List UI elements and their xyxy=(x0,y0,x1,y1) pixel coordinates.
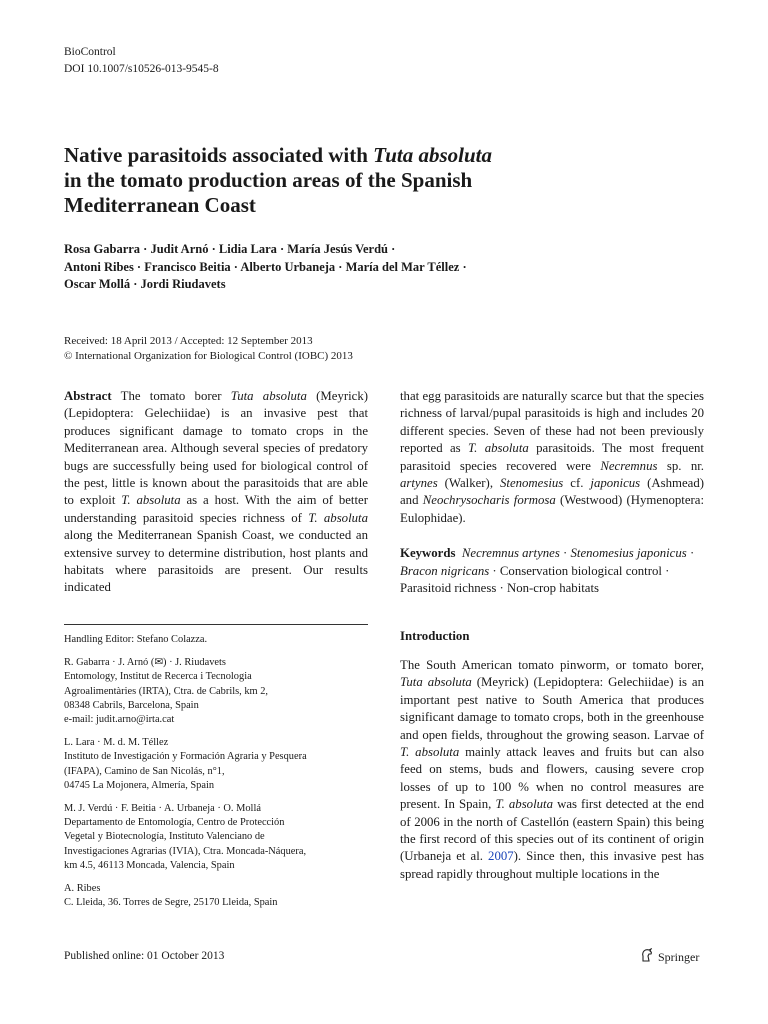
received-accepted: Received: 18 April 2013 / Accepted: 12 September 2013 xyxy=(64,335,313,347)
article-title: Native parasitoids associated with Tuta absoluta in the tomato production areas of the Spanish Mediterranean Coast xyxy=(64,143,493,217)
publisher-name: Springer xyxy=(658,949,700,964)
footnote-rule xyxy=(64,624,368,625)
abstract-text-right: that egg parasitoids are naturally scarce but that the species richness of larval/pupal parasitoids is high and includes 20 different species. Seven of these had not been previously reported as xyxy=(400,389,704,456)
keywords-label: Keywords xyxy=(400,546,456,561)
springer-horse-icon xyxy=(640,948,654,966)
handling-editor: Handling Editor: Stefano Colazza. xyxy=(64,634,208,645)
journal-header xyxy=(64,44,219,78)
affiliation-ifapa: L. Lara · M. d. M. Téllez Instituto de Investigación y Formación Agraria y Pesquera (IFAPA), Camino de San Nicolás, n°1, 04745 La Mojonera, Almería, Spain xyxy=(64,737,307,791)
abstract: Abstract The tomato borer Tuta absoluta (Meyrick) (Lepidoptera: Gelechiidae) is an invasive pest that produces significant damage to tomato crops in the Mediterranean area. Although several species of predatory bugs are successfully being used for biological control of the pest, little is known about the parasitoids that are able to exploit T. absoluta as a host. With the aim of better understanding parasitoid species richness of T. absoluta along the Mediterranean Spanish Coast, we conducted an extensive survey to determine distribution, host plants and habitats where parasitoids are present. Our results indicated xyxy=(64,389,368,595)
author-list: Rosa Gabarra · Judit Arnó · Lidia Lara · María Jesús Verdú · Antoni Ribes · Francisco Beitia · Alberto Urbaneja · María del Mar Téllez · Oscar Mollá · Jordi Riudavets xyxy=(64,242,467,291)
affiliation-irta: R. Gabarra · J. Arnó (✉) · J. Riudavets Entomology, Institut de Recerca i Tecnologia Agroalimentàries (IRTA), Ctra. de Cabrils, km 2, 08348 Cabrils, Barcelona, Spain e-mail: judit.arno@irta.cat xyxy=(64,656,368,727)
published-online: Published online: 01 October 2013 xyxy=(64,950,225,962)
section-heading-introduction: Introduction xyxy=(400,629,470,644)
citation-link[interactable]: 2007 xyxy=(488,849,514,864)
article-dates xyxy=(64,334,353,364)
abstract-label: Abstract xyxy=(64,389,112,403)
doi: DOI 10.1007/s10526-013-9545-8 xyxy=(64,63,219,75)
affiliation-ivia: M. J. Verdú · F. Beitia · A. Urbaneja · O. Mollá Departamento de Entomología, Centro de Protección Vegetal y Biotecnología, Instituto Valenciano de Investigaciones Agrarias (IVIA), Ctra. Moncada-Náquera, km 4.5, 46113 Moncada, Valencia, Spain xyxy=(64,803,307,871)
journal-name: BioControl xyxy=(64,46,116,58)
copyright: © International Organization for Biological Control (IOBC) 2013 xyxy=(64,350,353,362)
keywords: Keywords Necremnus artynes · Stenomesius japonicus · Bracon nigricans · Conservation biological control · Parasitoid richness · Non-crop habitats xyxy=(400,546,695,596)
affiliations xyxy=(64,633,368,919)
abstract-continued: that egg parasitoids are naturally scarce but that the species richness of larval/pupal parasitoids is high and includes 20 different species. Seven of these had not been previously reported as T. absoluta parasitoids. The most frequent parasitoid species recovered were Necremnus sp. nr. artynes (Walker), Stenomesius cf. japonicus (Ashmead) and Neochrysocharis formosa (Westwood) (Hymenoptera: Eulophidae). xyxy=(400,389,704,525)
introduction-text: The South American tomato pinworm, or tomato borer, Tuta absoluta (Meyrick) (Lepidoptera: Gelechiidae) is an important pest native to South America that produces significant damage to tomato crops, both in the greenhouse and open fields, throughout the growing season. Larvae of T. absoluta mainly attack leaves and fruits but can also feed on stems, buds and flowers, causing severe crop losses of up to 100 % when no control measures are present. In Spain, T. absoluta was first detected at the end of 2006 in the north of Castellón (eastern Spain) this being the first record of this species out of its continent of origin (Urbaneja et al. 2007). Since then, this invasive pest has spread rapidly throughout multiple locations in the xyxy=(400,657,705,881)
email-link[interactable]: e-mail: judit.arno@irta.cat xyxy=(64,714,175,726)
abstract-left-column xyxy=(64,388,368,610)
affiliation-lleida: A. Ribes C. Lleida, 36. Torres de Segre, 25170 Lleida, Spain xyxy=(64,883,278,909)
right-column xyxy=(400,388,704,883)
publisher-logo xyxy=(640,948,699,966)
abstract-text-left: along the Mediterranean Spanish Coast, we conducted an extensive survey to determine distribution, host plants and habitats where parasitoids are present. Our results indicated xyxy=(64,528,368,595)
